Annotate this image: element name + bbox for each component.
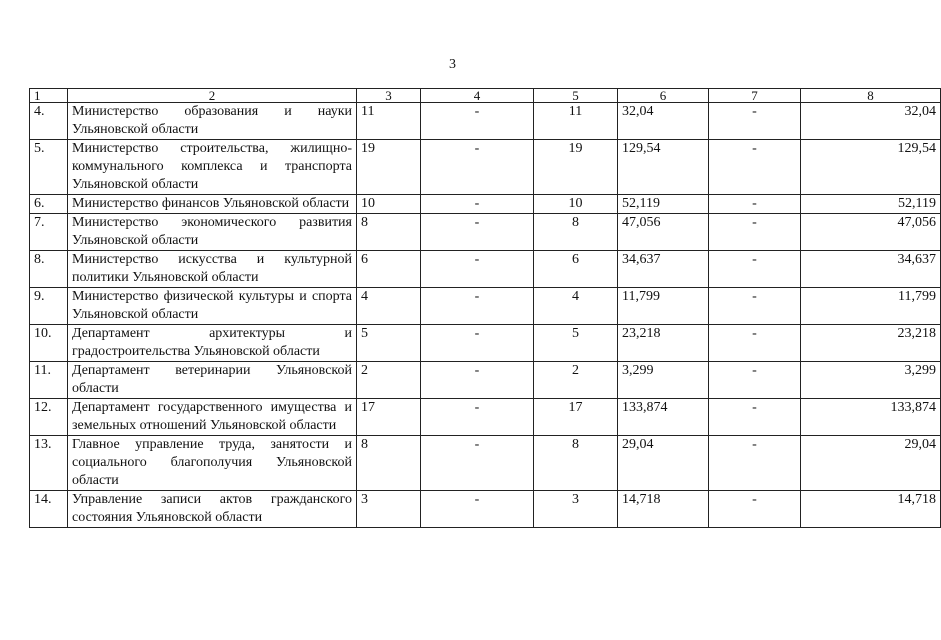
col5-value: 2 [534,362,618,399]
row-number: 13. [30,436,68,491]
page-number: 3 [449,57,456,72]
row-number: 7. [30,214,68,251]
col8-value: 14,718 [801,491,941,528]
table-row [30,399,941,436]
col7-value: - [709,362,801,399]
col5-value: 3 [534,491,618,528]
col4-value: - [421,251,534,288]
column-header: 1 [30,89,68,103]
col8-value: 34,637 [801,251,941,288]
col8-value: 11,799 [801,288,941,325]
table-row [30,195,941,214]
col3-value: 8 [357,214,421,251]
col6-value: 23,218 [618,325,709,362]
col8-value: 129,54 [801,140,941,195]
col4-value: - [421,140,534,195]
col7-value: - [709,251,801,288]
organization-name: Министерство физической культуры и спорта Ульяновской области [68,288,357,325]
col7-value: - [709,325,801,362]
col6-value: 133,874 [618,399,709,436]
table-row [30,103,941,140]
col5-value: 17 [534,399,618,436]
col4-value: - [421,288,534,325]
col6-value: 11,799 [618,288,709,325]
col4-value: - [421,399,534,436]
col7-value: - [709,436,801,491]
col4-value: - [421,491,534,528]
column-header: 7 [709,89,801,103]
row-number: 8. [30,251,68,288]
row-number: 9. [30,288,68,325]
table-row [30,362,941,399]
col8-value: 23,218 [801,325,941,362]
column-header: 6 [618,89,709,103]
col4-value: - [421,362,534,399]
column-header: 5 [534,89,618,103]
col4-value: - [421,214,534,251]
row-number: 6. [30,195,68,214]
row-number: 11. [30,362,68,399]
col6-value: 3,299 [618,362,709,399]
col5-value: 6 [534,251,618,288]
table-row [30,251,941,288]
col7-value: - [709,214,801,251]
organization-name: Министерство строительства, жилищно-коммунального комплекса и транспорта Ульяновской области [68,140,357,195]
col6-value: 14,718 [618,491,709,528]
col7-value: - [709,103,801,140]
col8-value: 47,056 [801,214,941,251]
col8-value: 3,299 [801,362,941,399]
col3-value: 4 [357,288,421,325]
organization-name: Министерство экономического развития Ульяновской области [68,214,357,251]
organization-name: Министерство искусства и культурной политики Ульяновской области [68,251,357,288]
organization-name: Департамент государственного имущества и земельных отношений Ульяновской области [68,399,357,436]
col4-value: - [421,436,534,491]
row-number: 14. [30,491,68,528]
col7-value: - [709,491,801,528]
col3-value: 11 [357,103,421,140]
col4-value: - [421,325,534,362]
table-row [30,214,941,251]
col5-value: 10 [534,195,618,214]
column-header: 8 [801,89,941,103]
table-row [30,436,941,491]
col4-value: - [421,103,534,140]
row-number: 4. [30,103,68,140]
col8-value: 52,119 [801,195,941,214]
organization-name: Министерство финансов Ульяновской области [68,195,357,214]
col3-value: 19 [357,140,421,195]
organization-name: Департамент ветеринарии Ульяновской области [68,362,357,399]
organization-name: Министерство образования и науки Ульяновской области [68,103,357,140]
column-header: 2 [68,89,357,103]
col3-value: 3 [357,491,421,528]
table-body [30,103,941,528]
col6-value: 47,056 [618,214,709,251]
row-number: 5. [30,140,68,195]
col3-value: 6 [357,251,421,288]
column-header: 3 [357,89,421,103]
col5-value: 11 [534,103,618,140]
organization-name: Главное управление труда, занятости и социального благополучия Ульяновской области [68,436,357,491]
col8-value: 29,04 [801,436,941,491]
organization-name: Департамент архитектуры и градостроительства Ульяновской области [68,325,357,362]
col3-value: 2 [357,362,421,399]
col6-value: 129,54 [618,140,709,195]
col3-value: 17 [357,399,421,436]
col8-value: 133,874 [801,399,941,436]
col7-value: - [709,195,801,214]
row-number: 10. [30,325,68,362]
col7-value: - [709,399,801,436]
col5-value: 4 [534,288,618,325]
col7-value: - [709,288,801,325]
budget-table [29,88,941,528]
header-row [30,89,941,103]
col6-value: 29,04 [618,436,709,491]
table-row [30,325,941,362]
col6-value: 32,04 [618,103,709,140]
col7-value: - [709,140,801,195]
col5-value: 5 [534,325,618,362]
organization-name: Управление записи актов гражданского состояния Ульяновской области [68,491,357,528]
column-header: 4 [421,89,534,103]
col6-value: 34,637 [618,251,709,288]
col6-value: 52,119 [618,195,709,214]
col3-value: 5 [357,325,421,362]
table-row [30,288,941,325]
col5-value: 19 [534,140,618,195]
col4-value: - [421,195,534,214]
col3-value: 8 [357,436,421,491]
col5-value: 8 [534,436,618,491]
col3-value: 10 [357,195,421,214]
table-row [30,491,941,528]
col5-value: 8 [534,214,618,251]
table-row [30,140,941,195]
col8-value: 32,04 [801,103,941,140]
row-number: 12. [30,399,68,436]
